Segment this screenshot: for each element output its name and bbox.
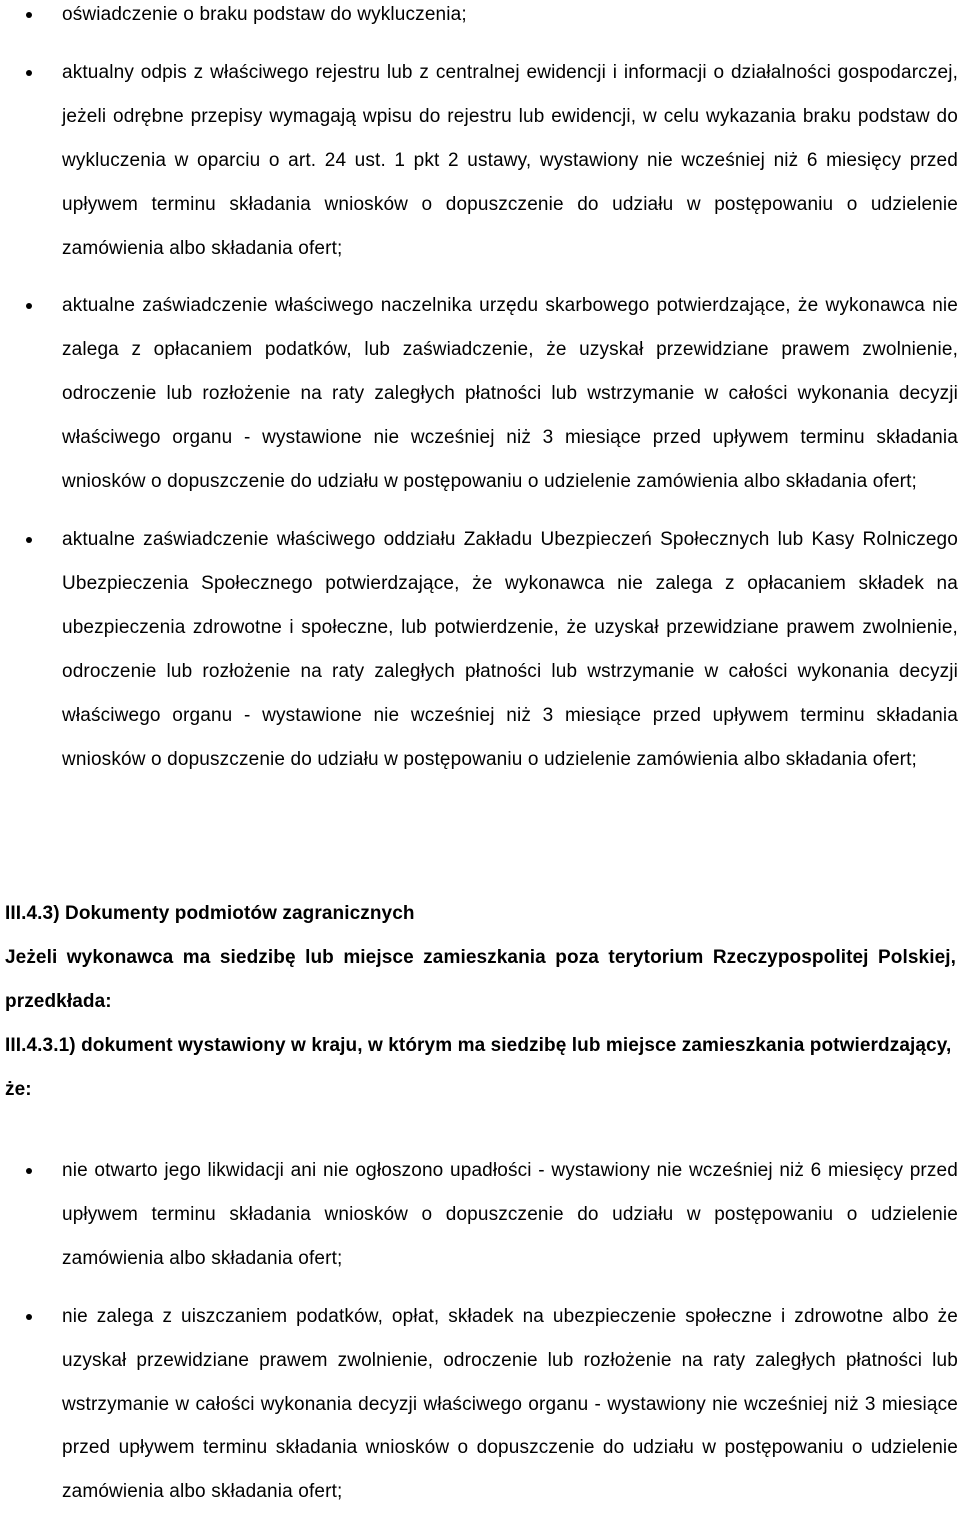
section-heading: III.4.3) Dokumenty podmiotów zagranicznych xyxy=(5,903,415,924)
foreign-documents-list xyxy=(0,1149,960,1528)
bullet-icon xyxy=(26,70,32,76)
list-item xyxy=(0,1295,960,1515)
list-item xyxy=(0,0,960,37)
bullet-icon xyxy=(26,1168,32,1174)
list-item-text: aktualny odpis z właściwego rejestru lub z centralnej ewidencji i informacji o działalności gospodarczej, jeżeli odrębne przepisy wymagają wpisu do rejestru lub ewidencji, w celu wykazania braku podstaw do wykluczenia w oparciu o art. 24 ust. 1 pkt 2 ustawy, wystawiony nie wcześniej niż 6 miesięcy przed upływem terminu składania wniosków o dopuszczenie do udziału w postępowaniu o udzielenie zamówienia albo składania ofert; xyxy=(62,61,958,259)
bullet-icon xyxy=(26,1314,32,1320)
list-item-text: nie zalega z uiszczaniem podatków, opłat, składek na ubezpieczenie społeczne i zdrowotne albo że uzyskał przewidziane prawem zwolnienie, odroczenie lub rozłożenie na raty zaległych płatności lub wstrzymanie w całości wykonania decyzji właściwego organu - wystawiony nie wcześniej niż 3 miesiące przed upływem terminu składania wniosków o dopuszczenie do udziału w postępowaniu o udzielenie zamówienia albo składania ofert; xyxy=(62,1305,958,1503)
subsection-heading: III.4.3.1) dokument wystawiony w kraju, w którym ma siedzibę lub miejsce zamieszkania potwierdzający, że: xyxy=(5,1035,952,1100)
bullet-icon xyxy=(26,537,32,543)
bullet-icon xyxy=(26,12,32,18)
bullet-icon xyxy=(26,303,32,309)
list-item-text: oświadczenie o braku podstaw do wykluczenia; xyxy=(62,4,467,25)
list-item-text: aktualne zaświadczenie właściwego oddziału Zakładu Ubezpieczeń Społecznych lub Kasy Rolniczego Ubezpieczenia Społecznego potwierdzające, że wykonawca nie zalega z opłacaniem składek na ubezpieczenia zdrowotne i społeczne, lub potwierdzenie, że uzyskał przewidziane prawem zwolnienie, odroczenie lub rozłożenie na raty zaległych płatności lub wstrzymanie w całości wykonania decyzji właściwego organu - wystawione nie wcześniej niż 3 miesiące przed upływem terminu składania wniosków o dopuszczenie do udziału w postępowaniu o udzielenie zamówienia albo składania ofert; xyxy=(62,528,958,770)
section-intro: Jeżeli wykonawca ma siedzibę lub miejsce zamieszkania poza terytorium Rzeczypospolitej Polskiej, przedkłada: xyxy=(5,947,956,1012)
list-item-text: aktualne zaświadczenie właściwego naczelnika urzędu skarbowego potwierdzające, że wykonawca nie zalega z opłacaniem podatków, lub zaświadczenie, że uzyskał przewidziane prawem zwolnienie, odroczenie lub rozłożenie na raty zaległych płatności lub wstrzymanie w całości wykonania decyzji właściwego organu - wystawione nie wcześniej niż 3 miesiące przed upływem terminu składania wniosków o dopuszczenie do udziału w postępowaniu o udzielenie zamówienia albo składania ofert; xyxy=(62,295,958,493)
list-item xyxy=(0,284,960,504)
list-item xyxy=(0,1149,960,1281)
list-item xyxy=(0,518,960,781)
list-item-text: nie otwarto jego likwidacji ani nie ogłoszono upadłości - wystawiony nie wcześniej niż 6 miesięcy przed upływem terminu składania wniosków o dopuszczenie do udziału w postępowaniu o udzielenie zamówienia albo składania ofert; xyxy=(62,1160,958,1269)
list-item xyxy=(0,51,960,271)
